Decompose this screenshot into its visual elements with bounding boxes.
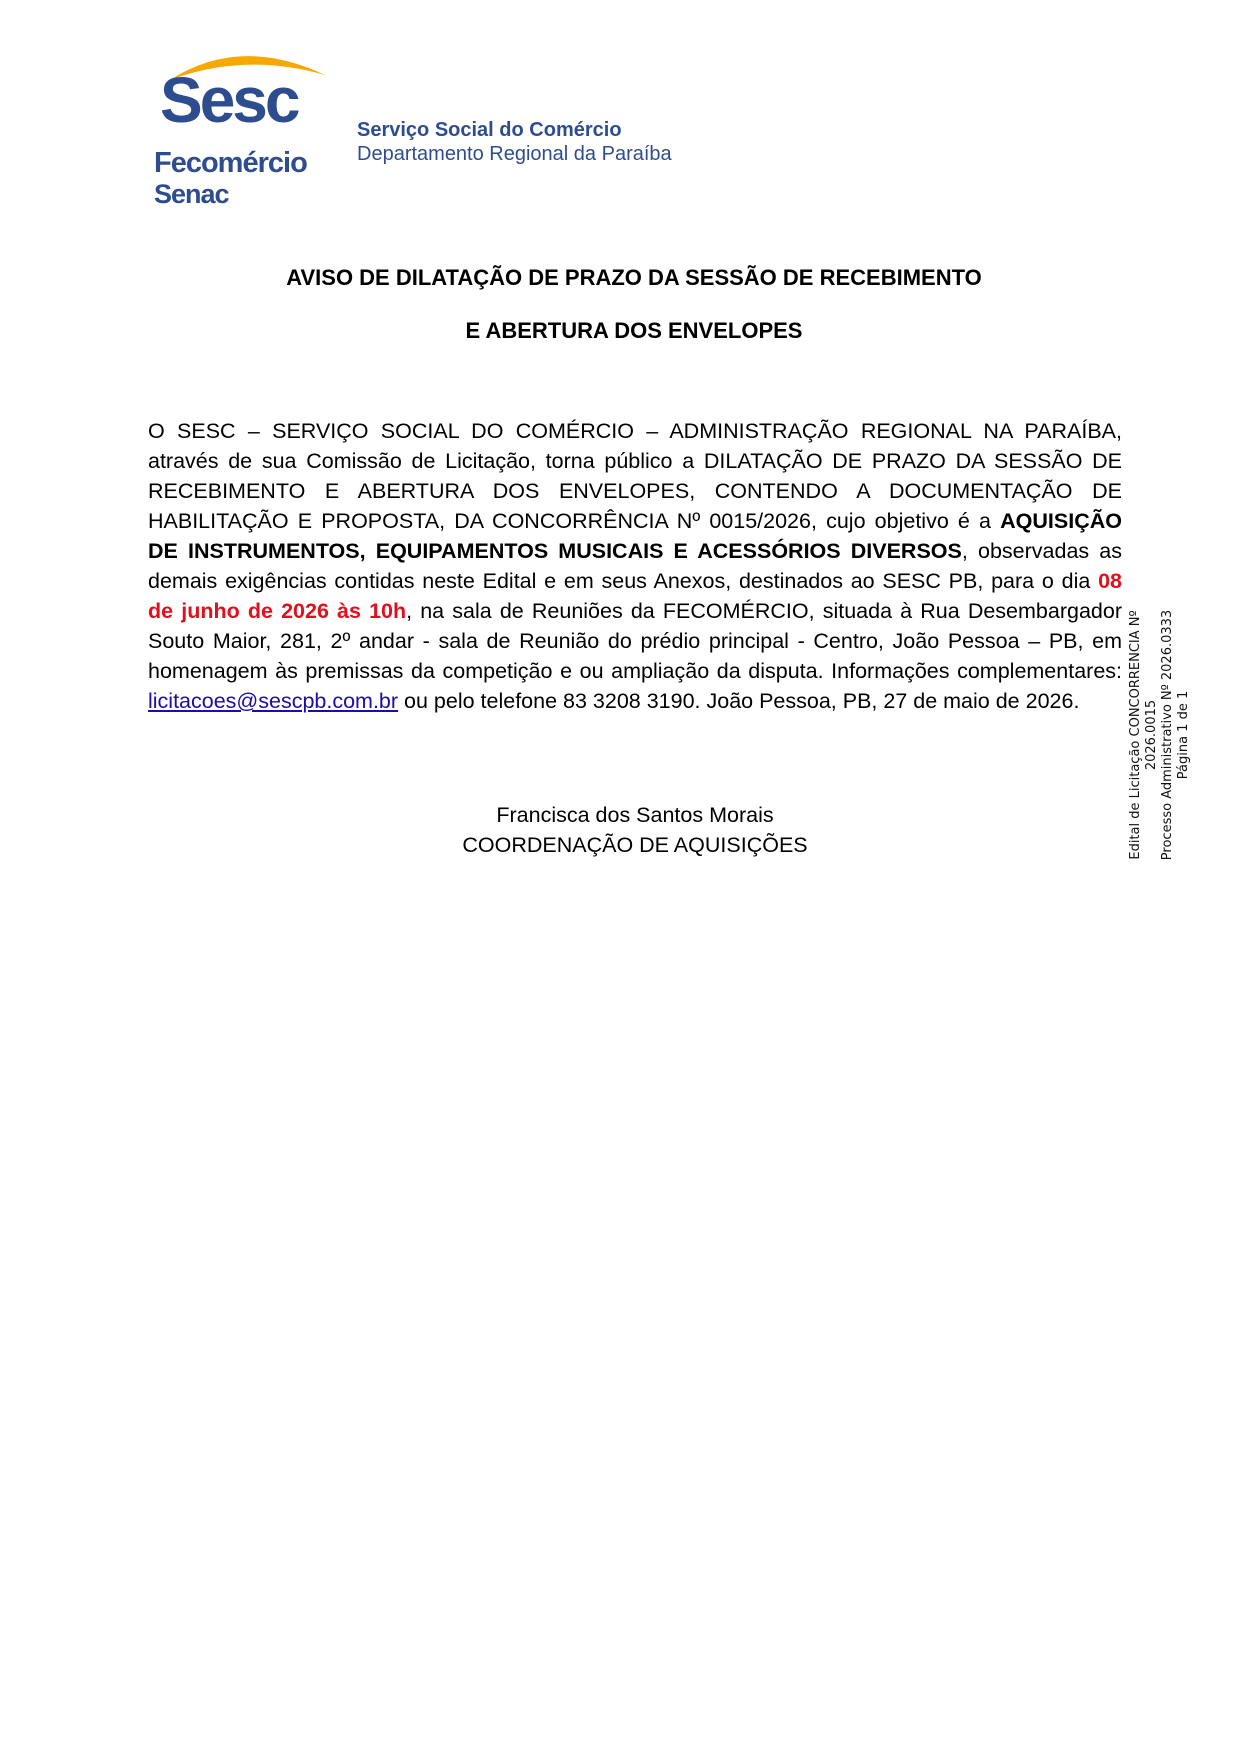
contact-email-link[interactable]: licitacoes@sescpb.com.br [148,689,399,713]
organization-header [357,118,672,166]
body-text-part-1: O SESC – SERVIÇO SOCIAL DO COMÉRCIO – ADMINISTRAÇÃO REGIONAL NA PARAÍBA, através de sua Comissão de Licitação, torna público a DILATAÇÃO DE PRAZO DA SESSÃO DE RECEBIMENTO E ABERTURA DOS ENVELOPES, CONTENDO A DOCUMENTAÇÃO DE HABILITAÇÃO E PROPOSTA, DA CONCORRÊNCIA Nº 0015/2026, cujo objetivo é a [148,419,1122,533]
sesc-fecomercio-senac-logo [150,40,330,220]
logo-graphic [150,40,330,220]
body-text-part-4: ou pelo telefone 83 3208 3190. João Pessoa, PB, 27 de maio de 2026. [398,689,1080,713]
notice-title-line-1: AVISO DE DILATAÇÃO DE PRAZO DA SESSÃO DE RECEBIMENTO [286,265,982,290]
organization-name: Serviço Social do Comércio [357,119,622,141]
body-text-part-3: , na sala de Reuniões da FECOMÉRCIO, situada à Rua Desembargador Souto Maior, 281, 2º andar - sala de Reunião do prédio principal - Centro, João Pessoa – PB, em homenagem às premissas da competição e ou ampliação da disputa. Informações complementares: [148,599,1122,683]
procurement-object: AQUISIÇÃO DE INSTRUMENTOS, EQUIPAMENTOS MUSICAIS E ACESSÓRIOS DIVERSOS [148,509,1122,563]
stamp-line-pagina: Página 1 de 1 [1176,690,1191,780]
logo-sesc-text: Sesc [160,64,298,136]
session-date-highlight: 08 de junho de 2026 às 10h [148,569,1122,623]
body-text-part-2: , observadas as demais exigências contidas neste Edital e em seus Anexos, destinados ao SESC PB, para o dia [148,539,1122,593]
side-document-stamp [1128,575,1192,895]
notice-title-line-2: E ABERTURA DOS ENVELOPES [465,318,803,343]
logo-fecomercio-text: Fecomércio [154,147,307,179]
stamp-line-edital: Edital de Licitação CONCORRENCIA Nº 2026.0015 [1128,610,1159,860]
organization-department: Departamento Regional da Paraíba [357,143,672,165]
notice-body [148,416,1122,716]
signatory-role: COORDENAÇÃO DE AQUISIÇÕES [462,833,808,857]
signatory-name: Francisca dos Santos Morais [496,803,774,827]
logo-senac-text: Senac [154,179,229,209]
stamp-line-processo: Processo Administrativo Nº 2026.0333 [1160,609,1175,861]
